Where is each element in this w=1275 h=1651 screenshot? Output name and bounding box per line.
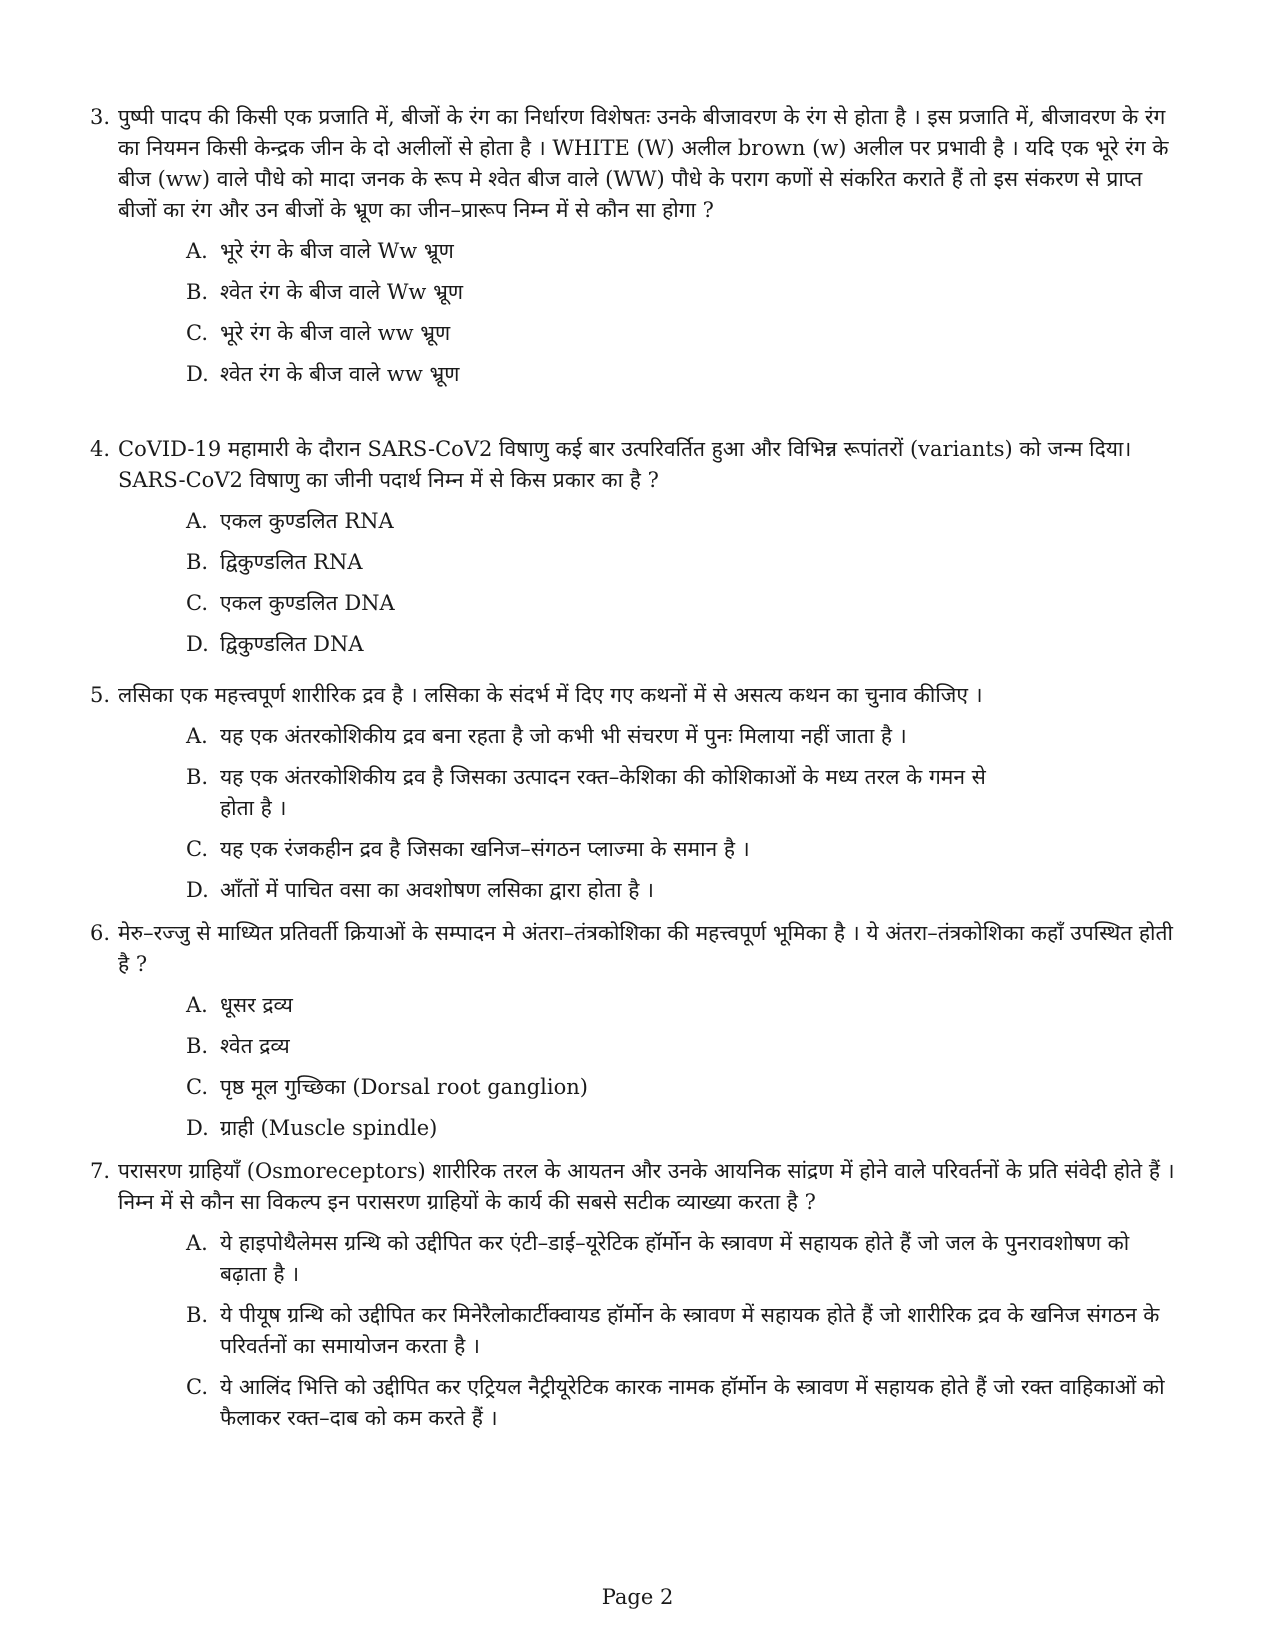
option-b xyxy=(186,547,1180,578)
option-b xyxy=(186,1031,1180,1062)
option-text: श्वेत रंग के बीज वाले Ww भ्रूण xyxy=(220,280,464,304)
option-text: भूरे रंग के बीज वाले ww भ्रूण xyxy=(220,321,451,345)
option-text: भूरे रंग के बीज वाले Ww भ्रूण xyxy=(220,239,454,263)
question-7 xyxy=(90,1156,1180,1444)
option-d xyxy=(186,359,1180,390)
option-label: D. xyxy=(186,878,209,902)
option-label: A. xyxy=(186,239,208,263)
question-text: पुष्पी पादप की किसी एक प्रजाति में, बीजों के रंग का निर्धारण विशेषतः उनके बीजावरण के रंग से होता है । इस प्रजाति में, बीजावरण के रंग का नियमन किसी केन्द्रक जीन के दो अलीलों से होता है । WHITE (W) अलील brown (w) अलील पर प्रभावी है । यदि एक भूरे रंग के बीज (ww) वाले पौधे को मादा जनक के रूप मे श्वेत बीज वाले (WW) पौधे के पराग कणों से संकरित कराते हैं तो इस संकरण से प्राप्त बीजों का रंग और उन बीजों के भ्रूण का जीन–प्रारूप निम्न में से कौन सा होगा ? xyxy=(118,105,1169,222)
question-stem xyxy=(90,434,1180,496)
option-text: यह एक अंतरकोशिकीय द्रव है जिसका उत्पादन रक्त–केशिका की कोशिकाओं के मध्य तरल के गमन से होता है । xyxy=(220,765,986,820)
question-number: 4. xyxy=(90,437,111,461)
option-b xyxy=(186,1300,1180,1362)
question-stem xyxy=(90,102,1180,226)
option-a xyxy=(186,990,1180,1021)
option-text: द्विकुण्डलित DNA xyxy=(220,632,364,656)
option-text: श्वेत रंग के बीज वाले ww भ्रूण xyxy=(220,362,460,386)
option-label: A. xyxy=(186,509,208,533)
option-label: B. xyxy=(186,550,209,574)
option-text: यह एक अंतरकोशिकीय द्रव बना रहता है जो कभी भी संचरण में पुनः मिलाया नहीं जाता है । xyxy=(220,724,907,748)
question-number: 5. xyxy=(90,683,111,707)
option-text: पृष्ठ मूल गुच्छिका (Dorsal root ganglion) xyxy=(220,1075,588,1099)
option-text: एकल कुण्डलित DNA xyxy=(220,591,395,615)
option-list xyxy=(90,1228,1180,1434)
option-c xyxy=(186,834,1180,865)
option-label: C. xyxy=(186,1075,208,1099)
option-a xyxy=(186,506,1180,537)
option-c xyxy=(186,1072,1180,1103)
question-4 xyxy=(90,434,1180,670)
option-text: श्वेत द्रव्य xyxy=(220,1034,290,1058)
option-d xyxy=(186,1113,1180,1144)
option-b xyxy=(186,277,1180,308)
option-b xyxy=(186,762,1180,824)
question-6 xyxy=(90,918,1180,1154)
option-d xyxy=(186,629,1180,660)
option-c xyxy=(186,588,1180,619)
option-d xyxy=(186,875,1180,906)
option-c xyxy=(186,318,1180,349)
option-text: ये आलिंद भित्ति को उद्दीपित कर एट्रियल नैट्रीयूरेटिक कारक नामक हॉर्मोन के स्त्रावण में सहायक होते हैं जो रक्त वाहिकाओं को फैलाकर रक्त–दाब को कम करते हैं । xyxy=(220,1375,1165,1430)
question-text: CoVID-19 महामारी के दौरान SARS-CoV2 विषाणु कई बार उत्परिवर्तित हुआ और विभिन्न रूपांतरों (variants) को जन्म दिया। SARS-CoV2 विषाणु का जीनी पदार्थ निम्न में से किस प्रकार का है ? xyxy=(118,437,1132,492)
option-label: C. xyxy=(186,837,208,861)
option-label: B. xyxy=(186,765,209,789)
question-text: लसिका एक महत्त्वपूर्ण शारीरिक द्रव है । लसिका के संदर्भ में दिए गए कथनों में से असत्य कथन का चुनाव कीजिए । xyxy=(118,683,983,707)
question-text: परासरण ग्राहियाँ (Osmoreceptors) शारीरिक तरल के आयतन और उनके आयनिक सांद्रण में होने वाले परिवर्तनों के प्रति संवेदी होते हैं । निम्न में से कौन सा विकल्प इन परासरण ग्राहियों के कार्य की सबसे सटीक व्याख्या करता है ? xyxy=(118,1159,1175,1214)
question-stem xyxy=(90,680,1180,711)
option-a xyxy=(186,721,1180,752)
option-label: C. xyxy=(186,591,208,615)
option-label: D. xyxy=(186,362,209,386)
question-stem xyxy=(90,918,1180,980)
option-a xyxy=(186,236,1180,267)
question-stem xyxy=(90,1156,1180,1218)
option-label: A. xyxy=(186,993,208,1017)
option-label: B. xyxy=(186,1034,209,1058)
option-label: B. xyxy=(186,280,209,304)
option-list xyxy=(90,721,1180,906)
option-label: A. xyxy=(186,1231,208,1255)
option-c xyxy=(186,1372,1180,1434)
option-list xyxy=(90,236,1180,390)
option-text: एकल कुण्डलित RNA xyxy=(220,509,394,533)
option-text: यह एक रंजकहीन द्रव है जिसका खनिज–संगठन प्लाज्मा के समान है । xyxy=(220,837,750,861)
option-text: ये हाइपोथैलेमस ग्रन्थि को उद्दीपित कर एंटी–डाई–यूरेटिक हॉर्मोन के स्त्रावण में सहायक होते हैं जो जल के पुनरावशोषण को बढ़ाता है । xyxy=(220,1231,1130,1286)
option-text: ये पीयूष ग्रन्थि को उद्दीपित कर मिनेरैलोकार्टीक्वायड हॉर्मोन के स्त्रावण में सहायक होते हैं जो शारीरिक द्रव के खनिज संगठन के परिवर्तनों का समायोजन करता है । xyxy=(220,1303,1160,1358)
question-5 xyxy=(90,680,1180,916)
option-label: A. xyxy=(186,724,208,748)
option-list xyxy=(90,990,1180,1144)
page-footer xyxy=(0,1582,1275,1612)
option-label: C. xyxy=(186,321,208,345)
question-number: 7. xyxy=(90,1159,111,1183)
question-3 xyxy=(90,102,1180,400)
option-label: B. xyxy=(186,1303,209,1327)
option-label: D. xyxy=(186,632,209,656)
option-text: ग्राही (Muscle spindle) xyxy=(220,1116,438,1140)
question-text: मेरु–रज्जु से माध्यित प्रतिवर्ती क्रियाओं के सम्पादन मे अंतरा–तंत्रकोशिका की महत्त्वपूर्ण भूमिका है । ये अंतरा–तंत्रकोशिका कहाँ उपस्थित होती है ? xyxy=(118,921,1173,976)
question-number: 3. xyxy=(90,105,111,129)
option-label: C. xyxy=(186,1375,208,1399)
page-number: Page 2 xyxy=(601,1585,674,1609)
option-a xyxy=(186,1228,1180,1290)
option-label: D. xyxy=(186,1116,209,1140)
option-text: द्विकुण्डलित RNA xyxy=(220,550,363,574)
option-text: आँतों में पाचित वसा का अवशोषण लसिका द्वारा होता है । xyxy=(220,878,655,902)
option-text: धूसर द्रव्य xyxy=(220,993,293,1017)
option-list xyxy=(90,506,1180,660)
question-number: 6. xyxy=(90,921,111,945)
